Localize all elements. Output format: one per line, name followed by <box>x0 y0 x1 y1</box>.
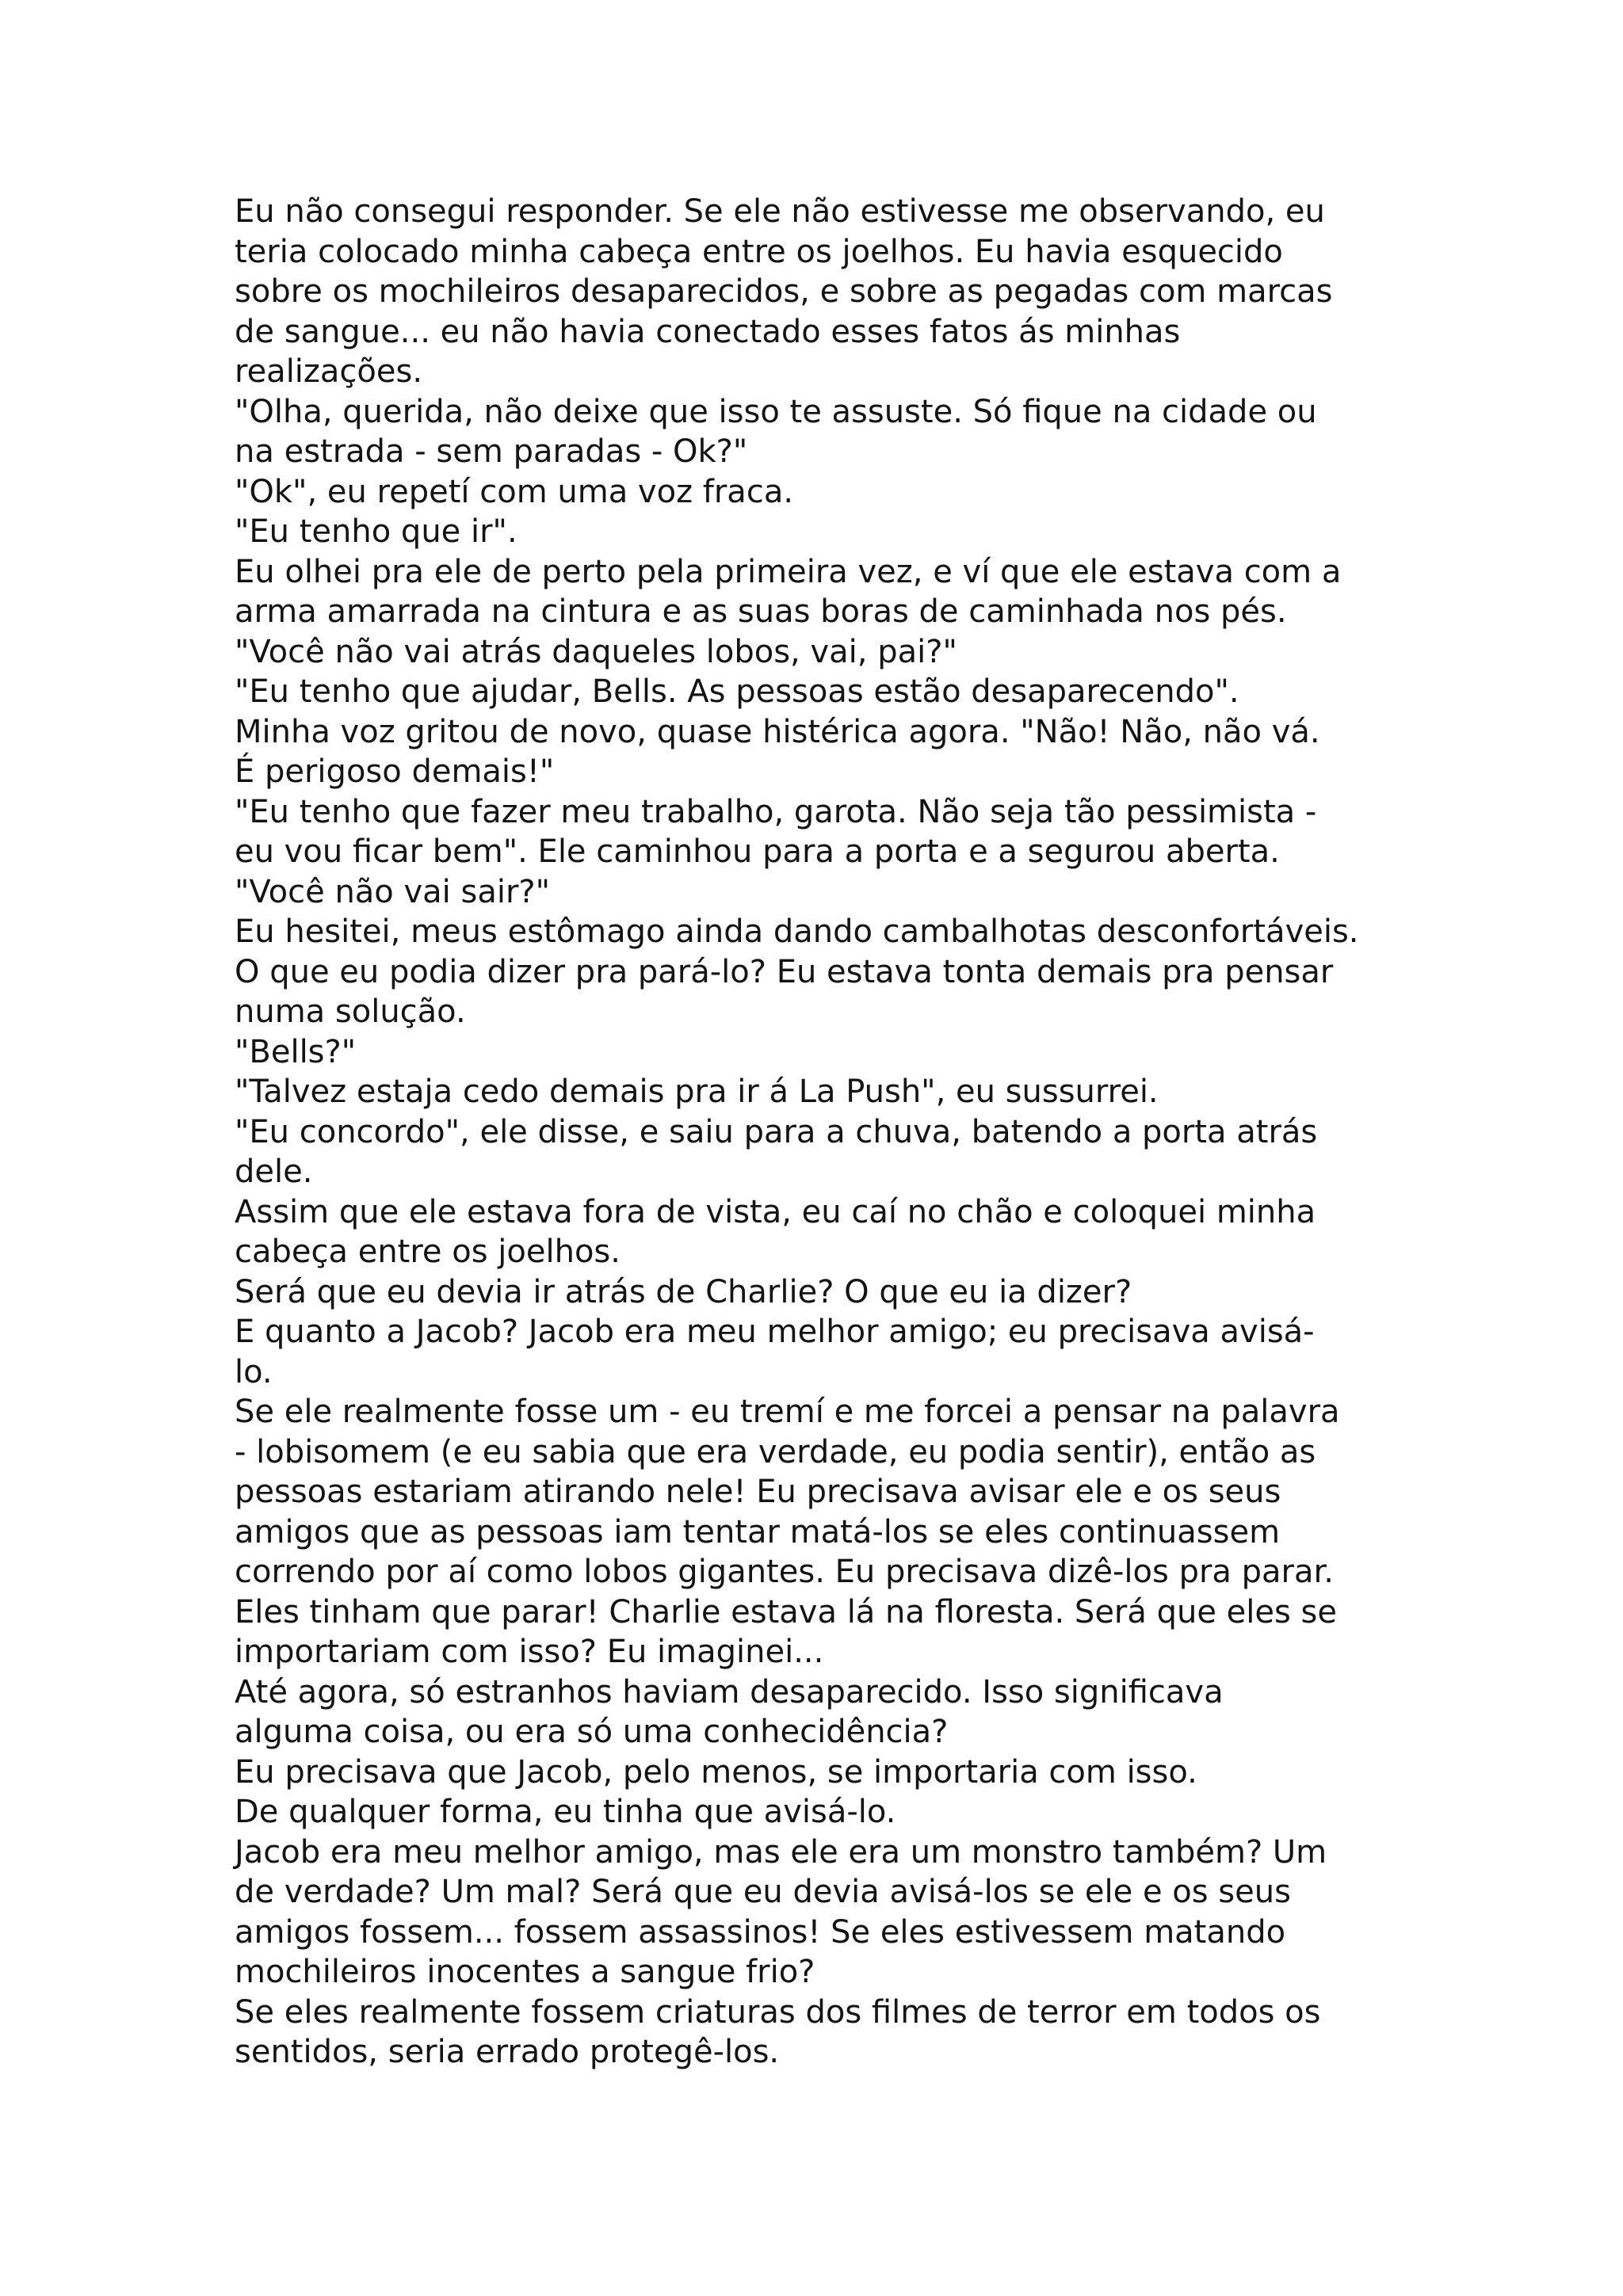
text-line: Até agora, só estranhos haviam desaparecido. Isso significava <box>235 1673 1224 1711</box>
text-line: "Você não vai sair?" <box>235 873 551 910</box>
text-line: arma amarrada na cintura e as suas boras de caminhada nos pés. <box>235 593 1287 630</box>
text-line: sentidos, seria errado protegê-los. <box>235 2034 780 2070</box>
text-line: É perigoso demais!" <box>235 753 555 790</box>
text-line: "Eu tenho que fazer meu trabalho, garota. Não seja tão pessimista - <box>235 793 1317 830</box>
text-line: O que eu podia dizer pra pará-lo? Eu estava tonta demais pra pensar <box>235 953 1334 990</box>
text-line: E quanto a Jacob? Jacob era meu melhor amigo; eu precisava avisá- <box>235 1314 1315 1350</box>
text-line: amigos fossem... fossem assassinos! Se eles estivessem matando <box>235 1913 1286 1951</box>
text-line: Será que eu devia ir atrás de Charlie? O que eu ia dizer? <box>235 1273 1132 1310</box>
text-line: - lobisomem (e eu sabia que era verdade, eu podia sentir), então as <box>235 1433 1316 1470</box>
text-line: cabeça entre os joelhos. <box>235 1234 621 1270</box>
text-line: De qualquer forma, eu tinha que avisá-lo. <box>235 1794 896 1830</box>
text-line: dele. <box>235 1154 313 1190</box>
text-line: Jacob era meu melhor amigo, mas ele era um monstro também? Um <box>235 1833 1327 1871</box>
text-line: sobre os mochileiros desaparecidos, e sobre as pegadas com marcas <box>235 273 1333 310</box>
text-line: alguma coisa, ou era só uma conhecidência? <box>235 1714 949 1750</box>
text-line: lo. <box>235 1353 273 1390</box>
text-line: na estrada - sem paradas - Ok?" <box>235 433 748 470</box>
text-line: "Talvez estaja cedo demais pra ir á La Push", eu sussurrei. <box>235 1074 1159 1110</box>
text-line: "Ok", eu repetí com uma voz fraca. <box>235 473 794 510</box>
text-line: de verdade? Um mal? Será que eu devia avisá-los se ele e os seus <box>235 1874 1291 1910</box>
text-line: Eu hesitei, meus estômago ainda dando cambalhotas desconfortáveis. <box>235 913 1359 950</box>
text-line: Eu olhei pra ele de perto pela primeira vez, e ví que ele estava com a <box>235 553 1342 590</box>
text-line: mochileiros inocentes a sangue frio? <box>235 1954 815 1990</box>
text-line: Minha voz gritou de novo, quase histérica agora. "Não! Não, não vá. <box>235 713 1320 750</box>
text-line: numa solução. <box>235 994 466 1030</box>
text-line: realizações. <box>235 353 423 390</box>
text-line: amigos que as pessoas iam tentar matá-los se eles continuassem <box>235 1513 1281 1550</box>
text-line: "Eu concordo", ele disse, e saiu para a chuva, batendo a porta atrás <box>235 1113 1318 1150</box>
text-line: "Eu tenho que ir". <box>235 513 517 550</box>
text-line: Se ele realmente fosse um - eu tremí e me forcei a pensar na palavra <box>235 1394 1340 1430</box>
text-line: correndo por aí como lobos gigantes. Eu precisava dizê-los pra parar. <box>235 1554 1334 1590</box>
text-line: "Eu tenho que ajudar, Bells. As pessoas estão desaparecendo". <box>235 673 1239 710</box>
text-line: eu vou ficar bem". Ele caminhou para a porta e a segurou aberta. <box>235 833 1280 870</box>
text-line: Se eles realmente fossem criaturas dos filmes de terror em todos os <box>235 1993 1321 2031</box>
text-line: "Olha, querida, não deixe que isso te assuste. Só fique na cidade ou <box>235 393 1317 430</box>
text-line: de sangue... eu não havia conectado esses fatos ás minhas <box>235 313 1181 350</box>
text-line: teria colocado minha cabeça entre os joelhos. Eu havia esquecido <box>235 233 1283 270</box>
text-line: Eles tinham que parar! Charlie estava lá na floresta. Será que eles se <box>235 1593 1337 1630</box>
document-body-text <box>235 192 1407 2073</box>
text-line: Eu não consegui responder. Se ele não estivesse me observando, eu <box>235 193 1325 230</box>
text-line: "Bells?" <box>235 1033 357 1070</box>
text-line: Assim que ele estava fora de vista, eu caí no chão e coloquei minha <box>235 1193 1316 1230</box>
text-line: importariam com isso? Eu imaginei... <box>235 1634 824 1670</box>
text-line: Eu precisava que Jacob, pelo menos, se importaria com isso. <box>235 1753 1197 1791</box>
text-line: pessoas estariam atirando nele! Eu precisava avisar ele e os seus <box>235 1474 1281 1510</box>
text-line: "Você não vai atrás daqueles lobos, vai, pai?" <box>235 633 957 670</box>
